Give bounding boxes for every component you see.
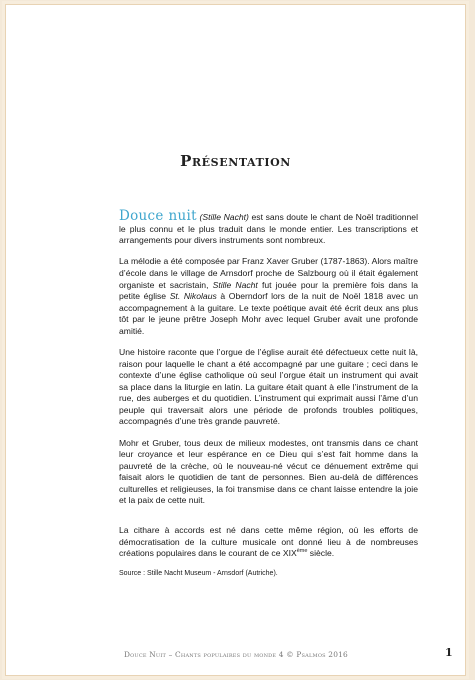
lead-title: Douce nuit	[119, 208, 197, 224]
cithare-text: La cithare à accords est né dans cette même région, où les efforts de démocratisation de la culture musicale ont donné lieu à de nombreuses créations populaires dans le courant de ce XIX	[119, 524, 418, 559]
paragraph-composition	[119, 256, 418, 337]
document-page	[5, 4, 466, 676]
body-text	[119, 208, 418, 588]
paragraph-intro	[119, 208, 418, 247]
paragraph-cithare	[119, 525, 418, 560]
page-number: 1	[445, 646, 453, 659]
composition-text-2: fut jouée pour la première fois dans la petite église	[119, 279, 418, 302]
composition-em-2: St. Nikolaus	[169, 291, 217, 302]
page-title: Présentation	[180, 152, 291, 170]
paragraph-history: Une histoire raconte que l’orgue de l’église aurait été défectueux cette nuit là, raison pour laquelle le chant a été accompagné par une guitare ; ceci dans le contexte d’une église catholique où seul l’orgue était un instrument qui avait sa place dans la liturgie en latin. La guitare était quant à elle l’instrument de la rue, des auberges et du quotidien. L’instrument qui exprimait aussi l’âme d’un peuple qui traversait alors une période de profonds troubles politiques, accompagnés d’une très grande pauvreté.	[119, 347, 418, 427]
page-footer: Douce Nuit – Chants populaires du monde 4 © Psalmos 2016	[124, 650, 348, 659]
lead-note: (Stille Nacht)	[199, 212, 249, 222]
composition-text-3: à Oberndorf lors de la nuit de Noël 1818 avec un accompagnement à la guitare. Le texte poétique avait été écrit deux ans plus tôt par le jeune prêtre Joseph Mohr avec lequel Gruber avait une profonde amitié.	[119, 291, 418, 336]
cithare-end: siècle.	[307, 548, 335, 559]
intro-text: est sans doute le chant de Noël traditionnel le plus connu et le plus traduit dans le monde entier. Les transcriptions et arrangements pour divers instruments sont nombreux.	[119, 212, 418, 246]
century-superscript: ème	[296, 548, 308, 555]
source-note: Source : Stille Nacht Museum - Arnsdorf (Autriche).	[119, 570, 278, 578]
composition-em-1: Stille Nacht	[212, 279, 258, 290]
composition-text-1: La mélodie a été composée par Franz Xaver Gruber (1787-1863). Alors maître d’école dans le village de Arnsdorf proche de Salzbourg où il était également organiste et sacristain,	[119, 256, 418, 290]
paragraph-mohr-gruber: Mohr et Gruber, tous deux de milieux modestes, ont transmis dans ce chant leur croyance et leur espérance en ce Dieu qui s’est fait homme dans la pauvreté de la crèche, où le nouveau-né vécut ce dénuement extrême qui faisait alors le quotidien de tant de personnes. Bien au-delà de différences culturelles et religieuses, la foi transmise dans ce chant laisse entendre la joie et la paix de cette nuit.	[119, 437, 418, 506]
